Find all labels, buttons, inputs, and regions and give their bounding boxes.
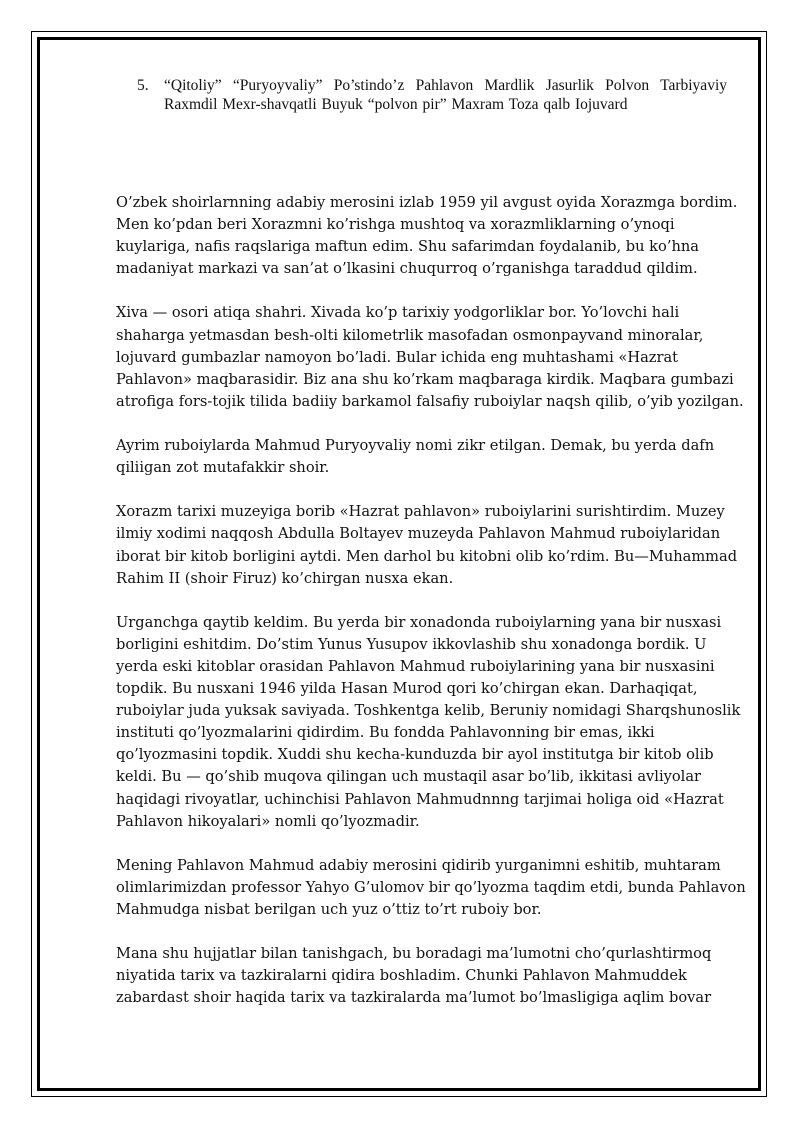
body-text xyxy=(116,192,746,1032)
paragraph: O’zbek shoirlarnning adabiy merosini izlab 1959 yil avgust oyida Xorazmga bordim. Men ko’pdan beri Xorazmni ko’rishga mushtoq va xorazmliklarning o’ynoqi kuylariga, nafis raqslariga maftun edim. Shu safarimdan foydalanib, bu ko’hna madaniyat markazi va san’at o’lkasini chuqurroq o’rganishga taraddud qildim. xyxy=(116,194,738,278)
list-item-number: 5. xyxy=(137,77,149,94)
paragraph: Urganchga qaytib keldim. Bu yerda bir xonadonda ruboiylarning yana bir nusxasi borligini eshitdim. Do’stim Yunus Yusupov ikkovlashib shu xonadonga bordik. U yerda eski kitoblar orasidan Pahlavon Mahmud ruboiylarining yana bir nusxasini topdik. Bu nusxani 1946 yilda Hasan Murod qori ko’chirgan ekan. Darhaqiqat, ruboiylar juda yuksak saviyada. Toshkentga kelib, Beruniy nomidagi Sharqshunoslik instituti qo’lyozmalarini qidirdim. Bu fondda Pahlavonning bir emas, ikki qo’lyozmasini topdik. Xuddi shu kecha-kunduzda bir ayol institutga bir kitob olib keldi. Bu — qo’shib muqova qilingan uch mustaqil asar bo’lib, ikkitasi avliyolar haqidagi rivoyatlar, uchinchisi Pahlavon Mahmudnnng tarjimai holiga oid «Hazrat Pahlavon hikoyalari» nomli qo’lyozmadir. xyxy=(116,613,741,830)
paragraph: Mana shu hujjatlar bilan tanishgach, bu boradagi ma’lumotni cho’qurlashtirmoq niyatida tarix va tazkiralarni qidira boshladim. Chunki Pahlavon Mahmuddek zabardast shoir haqida tarix va tazkiralarda ma’lumot bo’lmasligiga aqlim bovar xyxy=(116,945,712,1007)
paragraph: Mening Pahlavon Mahmud adabiy merosini qidirib yurganimni eshitib, muhtaram olimlarimizdan professor Yahyo G’ulomov bir qo’lyozma taqdim etdi, bunda Pahlavon Mahmudga nisbat berilgan uch yuz o’ttiz to’rt ruboiy bor. xyxy=(116,856,746,918)
paragraph: Ayrim ruboiylarda Mahmud Puryoyvaliy nomi zikr etilgan. Demak, bu yerda dafn qiliigan zot mutafakkir shoir. xyxy=(116,437,715,477)
paragraph: Xorazm tarixi muzeyiga borib «Hazrat pahlavon» ruboiylarini surishtirdim. Muzey ilmiy xodimi naqqosh Abdulla Boltayev muzeyda Pahlavon Mahmud ruboiylaridan iborat bir kitob borligini aytdi. Men darhol bu kitobni olib ko’rdim. Bu—Muhammad Rahim II (shoir Firuz) ko’chirgan nusxa ekan. xyxy=(116,503,738,587)
numbered-list-item xyxy=(137,76,727,114)
list-item-text: “Qitoliy” “Puryoyvaliy” Po’stindo’z Pahlavon Mardlik Jasurlik Polvon Tarbiyaviy Raxmdil Mexr-shavqatli Buyuk “polvon pir” Maxram Toza qalb Iojuvard xyxy=(164,77,727,113)
paragraph: Xiva — osori atiqa shahri. Xivada ko’p tarixiy yodgorliklar bor. Yo’lovchi hali shaharga yetmasdan besh-olti kilometrlik masofadan osmonpayvand minoralar, lojuvard gumbazlar namoyon bo’ladi. Bular ichida eng muhtashami «Hazrat Pahlavon» maqbarasidir. Biz ana shu ko’rkam maqbaraga kirdik. Maqbara gumbazi atrofiga fors-tojik tilida badiiy barkamol falsafiy ruboiylar naqsh qilib, o’yib yozilgan. xyxy=(116,304,744,410)
